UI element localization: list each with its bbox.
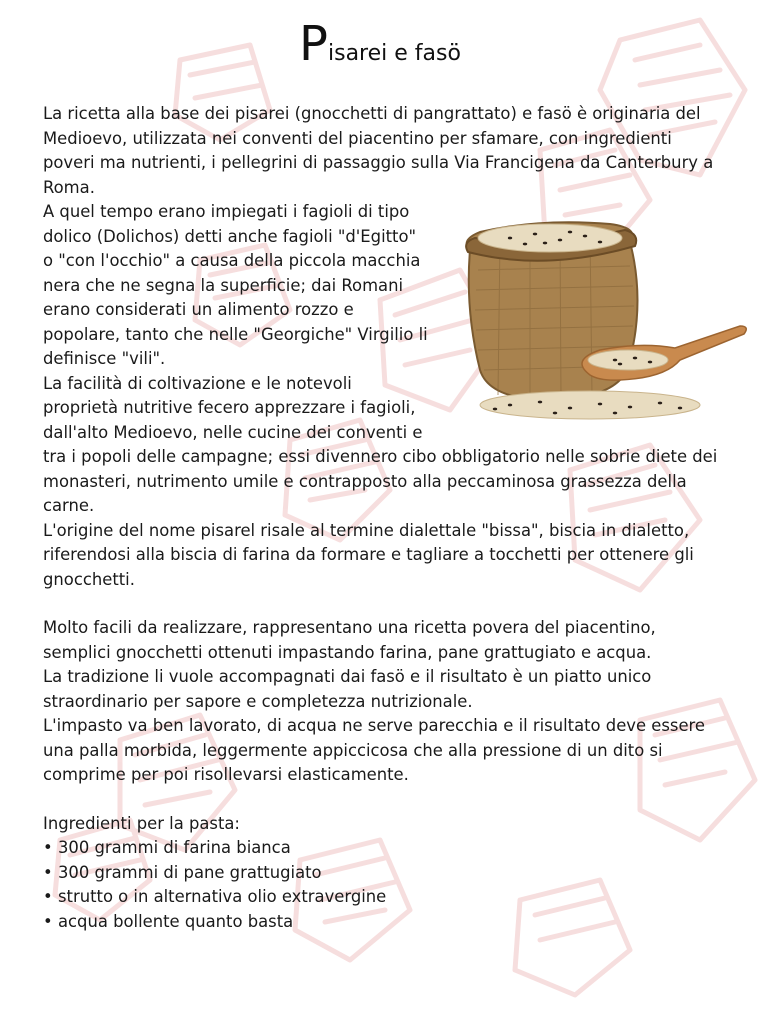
page-title — [0, 18, 760, 70]
ingredients-list — [43, 836, 728, 934]
bean-eye — [533, 233, 537, 236]
bean-eye — [568, 407, 572, 410]
paragraph-spacer — [43, 592, 728, 616]
bean-eye — [543, 242, 547, 245]
ingredient-text: acqua bollente quanto basta — [58, 911, 294, 931]
bullet-icon: • — [43, 838, 53, 857]
bean-eye — [538, 401, 542, 404]
ingredient-text: 300 grammi di farina bianca — [58, 838, 291, 857]
bean-eye — [628, 406, 632, 409]
bean-eye — [598, 403, 602, 406]
dough-paragraph: L'impasto va ben lavorato, di acqua ne serve parecchia e il risultato deve essere una palla morbida, leggermente appiccicosa che alla pressione di un dito si comprime per poi risollevarsi elasticamente. — [43, 716, 705, 784]
bean-eye — [678, 407, 682, 410]
bean-eye — [558, 239, 562, 242]
bullet-icon: • — [43, 862, 53, 882]
ingredient-item — [43, 836, 728, 861]
bean-eye — [583, 235, 587, 238]
ingredient-text: 300 grammi di pane grattugiato — [58, 862, 322, 882]
bean-eye — [658, 402, 662, 405]
bean-eye — [633, 357, 637, 360]
ingredient-item — [43, 910, 728, 935]
bean-eye — [613, 359, 617, 362]
ingredient-item — [43, 885, 728, 910]
bean-eye — [618, 363, 622, 366]
history-paragraph: A quel tempo erano impiegati i fagioli di tipo dolico (Dolichos) detti anche fagioli "d'Egitto" o "con l'occhio" a causa della piccola macchia nera che ne segna la superficie; dai Romani erano considerati un alimento rozzo e popolare, tanto che nelle "Georgiche" Virgilio li definisce "vili". — [43, 202, 428, 368]
name-origin-paragraph: L'origine del nome pisarel risale al termine dialettale "bissa", biscia in dialetto, riferendosi alla biscia di farina da formare e tagliare a tocchetti per ottenere gli gnocchetti. — [43, 520, 694, 589]
bean-eye — [613, 412, 617, 415]
bean-eye — [648, 361, 652, 364]
bean-eye — [523, 243, 527, 246]
bean-eye — [553, 412, 557, 415]
paragraph-spacer — [43, 788, 728, 812]
ingredients-heading: Ingredienti per la pasta: — [43, 813, 240, 833]
bullet-icon: • — [43, 887, 53, 906]
title-rest: isarei e fasö — [328, 41, 461, 66]
bean-eye — [508, 404, 512, 407]
intro-paragraph: La ricetta alla base dei pisarei (gnocchetti di pangrattato) e fasö è originaria del Medioevo, utilizzata nei conventi del piacentino per sfamare, con ingredienti poveri ma nutrienti, i pellegrini di passaggio sulla Via Francigena da Canterbury a Roma. — [43, 104, 714, 197]
recipe-paragraph: Molto facili da realizzare, rappresentano una ricetta povera del piacentino, semplici gnocchetti ottenuti impastando farina, pane grattugiato e acqua. — [43, 618, 656, 662]
title-initial: P — [299, 16, 328, 72]
bean-eye — [568, 231, 572, 234]
article-body — [43, 102, 728, 934]
tradition-paragraph: La tradizione li vuole accompagnati dai fasö e il risultato è un piatto unico straordinario per sapore e completezza nutrizionale. — [43, 667, 652, 711]
cultivation-paragraph: La facilità di coltivazione e le notevoli proprietà nutritive fecero apprezzare i fagioli, dall'alto Medioevo, nelle cucine dei conventi e tra i popoli delle campagne; essi divennero cibo obbligatorio nelle sobrie diete dei monasteri, nutrimento umile e contrapposto alla peccaminosa grassezza della carne. — [43, 373, 718, 515]
bean-eye — [598, 241, 602, 244]
ingredient-text: strutto o in alternativa olio extravergine — [58, 887, 387, 906]
beans-sack-image — [440, 210, 750, 428]
bean-eye — [493, 408, 497, 411]
bullet-icon: • — [43, 911, 53, 931]
ingredient-item — [43, 861, 728, 886]
bean-eye — [508, 237, 512, 240]
